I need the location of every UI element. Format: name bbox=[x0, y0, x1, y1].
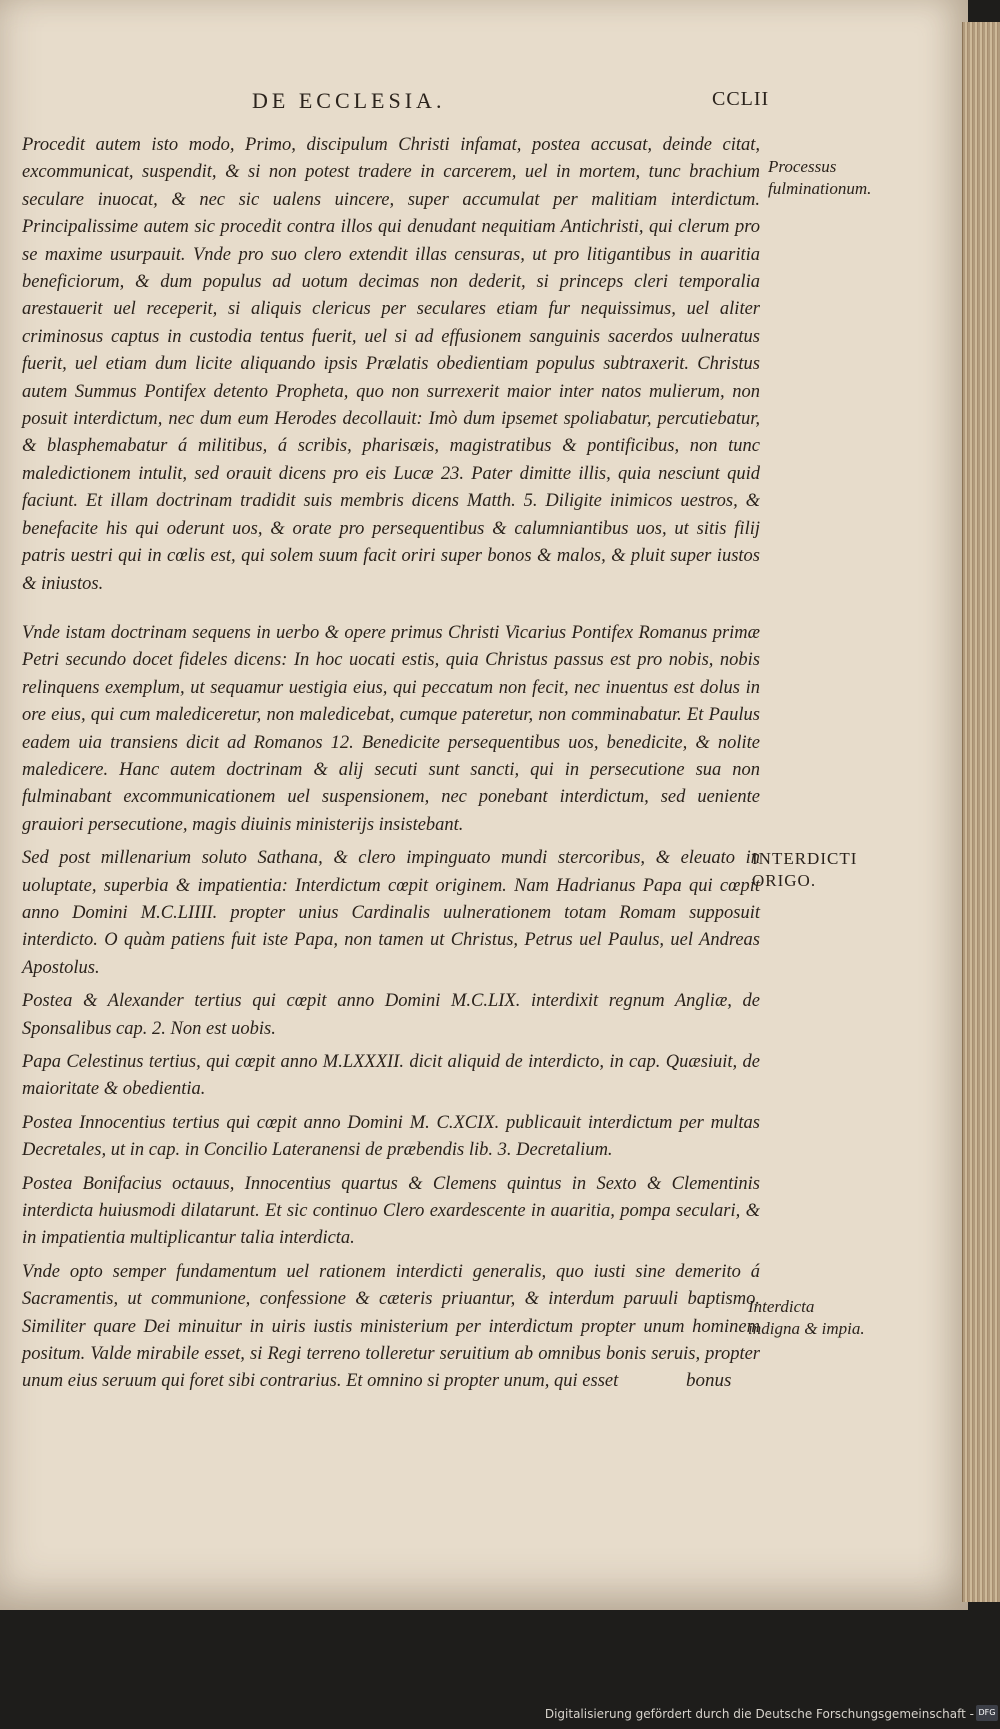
paragraph: Postea & Alexander tertius qui cœpit anno Domini M.C.LIX. interdixit regnum Angliæ, de Sponsalibus cap. 2. Non est uobis. bbox=[22, 991, 760, 1039]
page-edge bbox=[962, 22, 1000, 1602]
catchword: bonus bbox=[686, 1370, 732, 1391]
marginal-note: Processus fulminationum. bbox=[768, 157, 872, 198]
paragraph: Postea Bonifacius octauus, Innocentius quartus & Clemens quintus in Sexto & Clementinis interdicta huiusmodi dilatarunt. Et sic continuo Clero exardescente in auaritia, pompa seculari, & in impatientia multiplicantur talia interdicta. bbox=[22, 1173, 760, 1249]
dfg-logo: DFG bbox=[976, 1705, 998, 1721]
marginal-note: INTERDICTI ORIGO. bbox=[752, 849, 858, 890]
paragraph: Vnde istam doctrinam sequens in uerbo & opere primus Christi Vicarius Pontifex Romanus primæ Petri secundo docet fideles dicens: In hoc uocati estis, quia Christus passus est pro nobis, nobis relinquens exemplum, ut sequamur uestigia eius, qui peccatum non fecit, nec inuentus est dolus in ore eius, qui cum malediceretur, non maledicebat, cumque pateretur, non comminabatur. Et Paulus eadem uia transiens dicit ad Romanos 12. Benedicite persequentibus uos, benedicite, & nolite maledicere. Hanc autem doctrinam & alij secuti sunt sancti, qui in persecutione sua non fulminabant excommunicationem uel suspensionem, nec ponebant interdictum, sed ueniente grauiori persecutione, magis diuinis ministerijs insistebant. bbox=[22, 622, 760, 835]
main-text bbox=[22, 132, 760, 1396]
running-head bbox=[0, 88, 900, 128]
paragraph: Vnde opto semper fundamentum uel rationem interdicti generalis, quo iusti sine demerito á Sacramentis, ut communione, confessione & cæteris priuantur, & interdum paruuli baptismo. Similiter quare Dei minuitur in uiris iustis ministerium per interdictum propter unum hominem positum. Valde mirabile esset, si Regi terreno tolleretur seruitium ab omnibus bonis seruis, propter unum eius seruum qui foret sibi contrarius. Et omnino si propter unum, qui esset bbox=[22, 1261, 760, 1392]
folio-number: CCLII bbox=[712, 88, 770, 110]
footer-credit: Digitalisierung gefördert durch die Deutsche Forschungsgemeinschaft - bbox=[544, 1707, 974, 1721]
paragraph: Papa Celestinus tertius, qui cœpit anno M.LXXXII. dicit aliquid de interdicto, in cap. Quæsiuit, de maioritate & obedientia. bbox=[22, 1052, 760, 1100]
paragraph: Postea Innocentius tertius qui cœpit anno Domini M. C.XCIX. publicauit interdictum per multas Decretales, ut in cap. in Concilio Lateranensi de præbendis lib. 3. Decretalium. bbox=[22, 1112, 760, 1161]
paragraph: Sed post millenarium soluto Sathana, & clero impinguato mundi stercoribus, & eleuato in uoluptate, superbia & impatientia: Interdictum cœpit originem. Nam Hadrianus Papa qui cœpit anno Domini M.C.LIIII. propter unius Cardinalis uulnerationem totam Romam supposuit interdicto. O quàm patiens fuit iste Papa, non tamen ut Christus, Petrus uel Paulus, uel Andreas Apostolus. bbox=[22, 848, 760, 978]
running-head-title: DE ECCLESIA. bbox=[252, 88, 446, 113]
footer-bar bbox=[0, 1700, 1000, 1729]
marginal-note: Interdicta indigna & impia. bbox=[748, 1297, 865, 1338]
paragraph: Procedit autem isto modo, Primo, discipulum Christi infamat, postea accusat, deinde citat, excommunicat, suspendit, & si non potest tradere in carcerem, uel in mortem, tunc brachium seculare inuocat, & nec sic ualens uincere, super accumulat per malitiam interdictum. Principalissime autem sic procedit contra illos qui denudant nequitiam Antichristi, qui clerum pro se maxime usurpauit. Vnde pro suo clero extendit illas censuras, ut pro litigantibus in auaritia beneficiorum, & dum populus ad uotum decimas non dederit, si princeps cleri temporalia arestauerit uel receperit, si aliquis clericus per seculares etiam fur nequissimus, uel aliter criminosus captus in custodia tentus fuerit, uel si ad effusionem sanguinis sacerdos uulneratus fuerit, uel etiam dum licite aliquando ipsis Prælatis obedientiam populus subtraxerit. Christus autem Summus Pontifex detento Propheta, quo non surrexerit maior inter natos mulierum, non posuit interdictum, nec dum eum Herodes decollauit: Imò dum ipsemet spoliabatur, percutiebatur, & blasphemabatur á militibus, á scribis, pharisæis, magistratibus & pontificibus, non tunc maledictionem intulit, sed orauit dicens pro eis Lucæ 23. Pater dimitte illis, quia nesciunt quid faciunt. Et illam doctrinam tradidit suis membris dicens Matth. 5. Diligite inimicos uestros, & benefacite his qui oderunt uos, & orate pro persequentibus & calumniantibus uos, ut sitis filij patris uestri qui in cœlis est, qui solem suum facit oriri super bonos & malos, & pluit super iustos & iniustos. bbox=[22, 135, 760, 594]
